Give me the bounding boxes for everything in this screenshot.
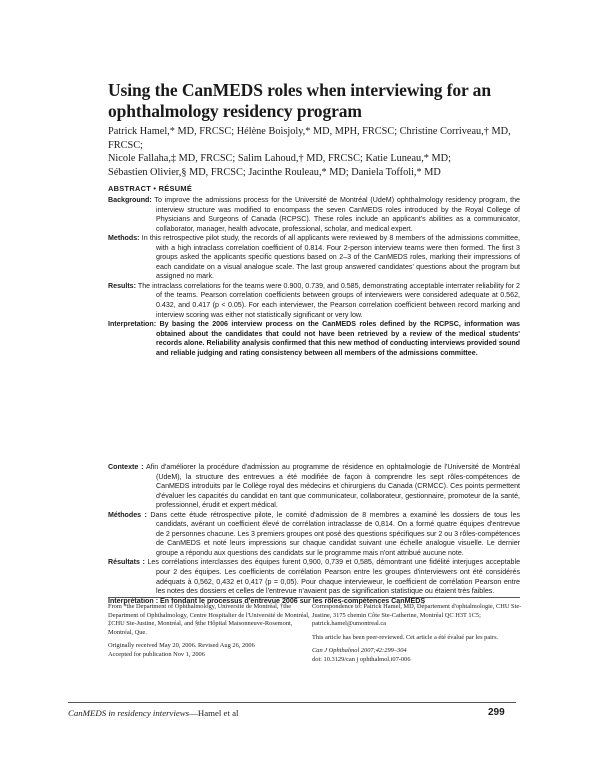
author-list (108, 125, 528, 179)
methods-label: Methods: (108, 234, 140, 243)
affiliation-note: From *the Department of Ophthalmology, Université de Montréal, †the Department of Ophthalmology, Centre Hospitalier de l'Université de Montréal, ‡CHU Ste-Justine, Montréal, and §the Hôpital Maisonneuve-Rosemont, Montréal, Que. (108, 603, 310, 636)
abstract-results (108, 282, 520, 320)
resultats-text: Les corrélations interclasses des équipes furent 0,900, 0,739 et 0,585, démontrant une fidélité interjuges acceptable pour 2 des équipes. Les coefficients de corrélation Pearson entre les groupes d'interviewers ont été considérés adéquats à 0,562, 0,432 et 0,417 (p = 0,05). Pour chaque intervieweur, le coefficient de corrélation Pearson entre les notes des dossiers et celles de l'entrevue n'avaient pas de signification statistique ou étaient très faibles. (147, 558, 521, 596)
abstract-english (108, 196, 520, 358)
contexte-text: Afin d'améliorer la procédure d'admission au programme de résidence en ophtalmologie de l'Université de Montréal (UdeM), la structure des entrevues a été modifiée de façon à comprendre les sept rôles-compétences de CanMEDS introduits par le Collège royal des médecins et chirurgiens du Canada (CRMCC). Ces points permettent d'évaluer les capacités du candidat en tant que communicateur, collaborateur, gestionnaire, promoteur de la santé, professionnel, érudit et expert médical. (145, 463, 520, 510)
footnote-divider (108, 597, 520, 598)
interpretation-fr-text: En fondant le processus d'entrevue 2006 sur les rôles-compétences CanMEDS (160, 596, 426, 605)
methods-text: In this retrospective pilot study, the records of all applicants were reviewed by 8 members of the admissions committee, with a high intraclass correlation coefficient of 0.814. Four 2-person interview teams were then formed. The first 3 groups asked the applicants specific questions based on 2–3 of the CanMEDS roles, marking their impressions of each candidate on a visual analogue scale. The last group answered candidates' questions about the program but assigned no mark. (141, 234, 520, 281)
peer-review-note: This article has been peer-reviewed. Cet article a été évalué par les pairs. (312, 633, 499, 641)
footer-divider (68, 702, 516, 703)
abstract-methods (108, 234, 520, 282)
results-text: The intraclass correlations for the teams were 0.900, 0.739, and 0.585, demonstrating acceptable interrater reliability for 2 of the teams. Pearson correlation coefficients between groups of interviewers were considered adequate at 0.562, 0.432, and 0.417 (p < 0.05). For each interviewer, the Pearson correlation coefficient between record marking and interview scoring was either not statistically significant or very low. (137, 281, 520, 319)
footnote-left (108, 603, 313, 660)
accepted-note: Accepted for publication Nov 1, 2006 (108, 650, 205, 658)
doi-note: doi: 10.3129/can j ophthalmol.i07-006 (312, 655, 411, 663)
methodes-text: Dans cette étude rétrospective pilote, le comité d'admission de 8 membres a examiné les dossiers de tous les candidats, avérant un coefficient élevé de corrélation intraclasse de 0,814. On a formé quatre équipes d'entrevue de 2 personnes chacune. Les 3 premiers groupes ont posé des questions spécifiques sur 2 ou 3 rôles-compétences de CanMEDS et noté leurs impressions sur chaque candidat suivant une échelle analogue visuelle. Le dernier groupe a répondu aux questions des candidats sur le programme mais n'ont attribué aucune note. (150, 510, 521, 557)
article-title: Using the CanMEDS roles when interviewing for an ophthalmology residency program (108, 80, 491, 121)
resume-methodes (108, 511, 520, 559)
abstract-french (108, 463, 520, 606)
page-number: 299 (488, 707, 505, 718)
contexte-label: Contexte : (108, 463, 144, 471)
author-line-1: Patrick Hamel,* MD, FRCSC; Hélène Boisjoly,* MD, MPH, FRCSC; Christine Corriveau,† MD, FRCSC; (108, 126, 511, 151)
results-label: Results: (108, 281, 136, 290)
received-note: Originally received May 20, 2006. Revised Aug 26, 2006 (108, 642, 255, 650)
resume-resultats (108, 558, 520, 596)
interpretation-label: Interpretation: (108, 320, 157, 329)
abstract-heading: ABSTRACT • RÉSUMÉ (108, 184, 193, 193)
background-text: To improve the admissions process for the Université de Montréal (UdeM) ophthalmology residency program, the interview structure was modified to encompass the seven CanMEDS roles introduced by the Royal College of Physicians and Surgeons of Canada (RCPSC). These roles include an applicant's abilities as a communicator, collaborator, manager, health advocate, professional, scholar, and medical expert. (154, 196, 520, 233)
methodes-label: Méthodes : (108, 510, 147, 519)
running-title: CanMEDS in residency interviews (68, 708, 190, 718)
citation-note: Can J Ophthalmol 2007;42:299–304 (312, 647, 407, 655)
abstract-background (108, 196, 520, 234)
correspondence-note: Correspondence to: Patrick Hamel, MD, Département d'ophtalmologie, CHU Ste-Justine, 3175 chemin Côte Ste-Catherine, Montréal QC H3T 1C5; patrick.hamel@umontreal.ca (312, 603, 522, 628)
footnote-right (312, 603, 522, 665)
abstract-interpretation (108, 320, 520, 358)
background-label: Background: (108, 196, 152, 204)
resume-contexte (108, 463, 520, 511)
resultats-label: Résultats : (108, 558, 145, 567)
running-footer (68, 708, 238, 718)
author-line-2: Nicole Fallaha,‡ MD, FRCSC; Salim Lahoud,† MD, FRCSC; Katie Luneau,* MD; (108, 153, 451, 165)
interpretation-fr-label: Interprétation : (108, 596, 159, 605)
interpretation-text: By basing the 2006 interview process on the CanMEDS roles defined by the RCPSC, information was obtained about the candidates that could not have been retrieved by a review of the medical students' records alone. Reliability analysis confirmed that this new method of conducting interviews provided sound and reliable judging and rating consistency between all members of the admissions committee. (156, 320, 520, 357)
running-authors: —Hamel et al (189, 708, 239, 718)
author-line-3: Sébastien Olivier,§ MD, FRCSC; Jacinthe Rouleau,* MD; Daniela Toffoli,* MD (108, 166, 441, 178)
